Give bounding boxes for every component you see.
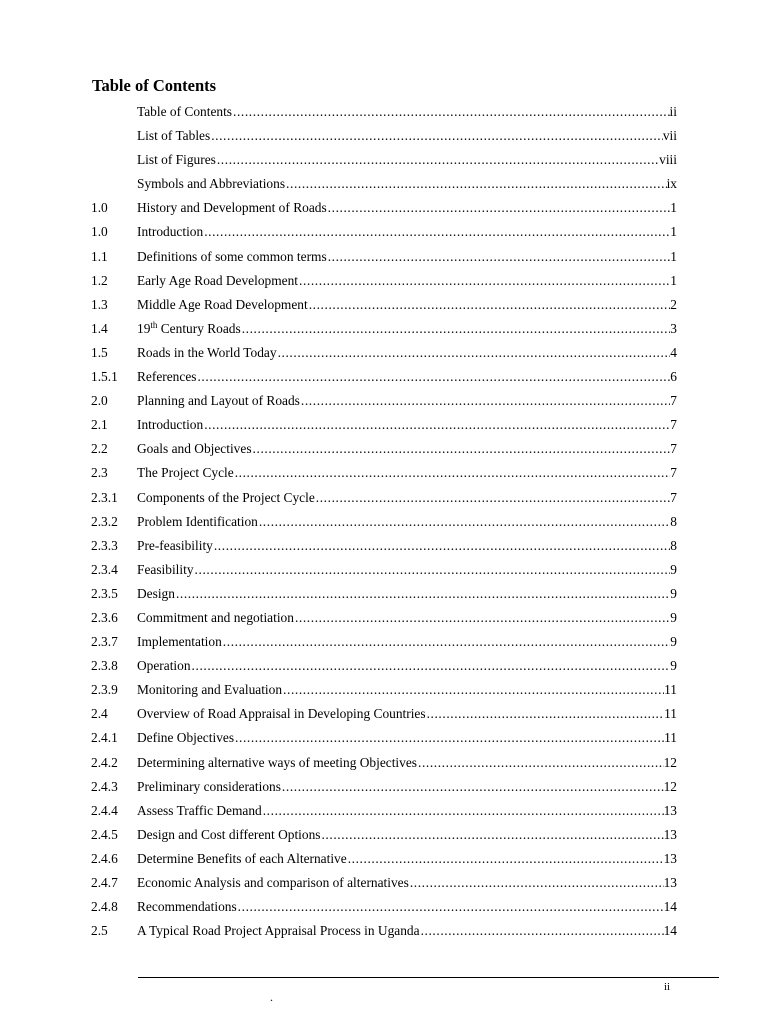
toc-entry-title: [137, 726, 234, 750]
toc-entry-title-text: Symbols and Abbreviations: [137, 176, 286, 192]
toc-entry-title-text: List of Tables: [137, 128, 211, 144]
toc-entry-title: [137, 582, 175, 606]
toc-entry[interactable]: [91, 799, 677, 823]
toc-dot-leader: [258, 510, 670, 534]
toc-entry-title: [137, 365, 196, 389]
toc-entry-page: 7: [670, 441, 677, 457]
toc-entry-title-text: Overview of Road Appraisal in Developing Countries: [137, 706, 426, 722]
toc-entry-page: 9: [670, 634, 677, 650]
toc-dot-leader: [298, 269, 670, 293]
toc-entry-title-text: Preliminary considerations: [137, 778, 281, 794]
toc-dot-leader: [196, 365, 670, 389]
toc-entry[interactable]: [91, 582, 677, 606]
toc-entry[interactable]: [91, 293, 677, 317]
toc-dot-leader: [252, 437, 671, 461]
toc-entry-title: [137, 871, 409, 895]
toc-entry-title: [137, 196, 327, 220]
toc-entry-title-text: Determining alternative ways of meeting Objectives: [137, 754, 417, 770]
toc-entry[interactable]: [91, 100, 677, 124]
toc-entry-title-text: Middle Age Road Development: [137, 296, 308, 312]
toc-entry-title-text: Introduction: [137, 417, 204, 433]
toc-dot-leader: [320, 823, 663, 847]
toc-entry-page: 1: [670, 272, 677, 288]
toc-dot-leader: [210, 124, 663, 148]
toc-entry[interactable]: [91, 461, 677, 485]
toc-entry-number: 1.5: [91, 344, 108, 360]
toc-entry-number: 2.3.9: [91, 682, 118, 698]
toc-entry[interactable]: [91, 606, 677, 630]
toc-entry-page: 9: [670, 585, 677, 601]
toc-entry-number: 1.3: [91, 296, 108, 312]
toc-entry-title: [137, 678, 282, 702]
toc-entry-title: [137, 269, 298, 293]
toc-entry-page: 12: [663, 754, 677, 770]
toc-entry-number: 2.4.2: [91, 754, 118, 770]
toc-entry-title: [137, 486, 315, 510]
toc-entry-title: [137, 461, 234, 485]
toc-entry-title-text: The Project Cycle: [137, 465, 234, 481]
toc-dot-leader: [282, 678, 664, 702]
footer-page-number: ii: [664, 981, 671, 993]
toc-entry-number: 2.3.6: [91, 609, 118, 625]
toc-entry-title-text: 19: [137, 320, 151, 336]
toc-entry-title: [137, 823, 320, 847]
toc-dot-leader: [234, 726, 664, 750]
toc-entry-number: 2.4.1: [91, 730, 118, 746]
toc-entry[interactable]: [91, 847, 677, 871]
toc-entry-number: 2.4.4: [91, 802, 118, 818]
toc-dot-leader: [281, 775, 664, 799]
toc-entry-title-text: Roads in the World Today: [137, 344, 277, 360]
toc-entry-page: 6: [670, 369, 677, 385]
toc-entry[interactable]: [91, 823, 677, 847]
toc-entry-title-text: Pre-feasibility: [137, 537, 213, 553]
toc-entry-number: 1.2: [91, 272, 108, 288]
toc-dot-leader: [285, 172, 667, 196]
toc-entry[interactable]: [91, 437, 677, 461]
toc-entry-title: [137, 341, 277, 365]
toc-dot-leader: [277, 341, 671, 365]
toc-entry-title-superscript: th: [150, 319, 158, 330]
toc-entry-title-text: Monitoring and Evaluation: [137, 682, 283, 698]
toc-entry-title-text: Components of the Project Cycle: [137, 489, 315, 505]
toc-entry-page: 13: [663, 850, 677, 866]
toc-entry-page: ii: [669, 104, 677, 119]
toc-entry-page: 1: [670, 248, 677, 264]
toc-entry-number: 2.4.8: [91, 899, 118, 915]
toc-entry-title-text: Introduction: [137, 224, 204, 240]
toc-entry-title-text: Feasibility: [137, 561, 194, 577]
toc-entry-page: 2: [670, 296, 677, 312]
toc-dot-leader: [327, 245, 671, 269]
toc-entry-page: 7: [670, 393, 677, 409]
toc-entry-title-text: Operation: [137, 658, 191, 674]
toc-entry[interactable]: [91, 245, 677, 269]
toc-entry[interactable]: [91, 702, 677, 726]
toc-entry-title-text: Economic Analysis and comparison of alternatives: [137, 875, 409, 890]
toc-entry-page: 1: [670, 200, 677, 216]
toc-entry-page: 11: [664, 706, 677, 722]
toc-entry-number: 2.4.5: [91, 826, 118, 842]
toc-entry[interactable]: [91, 124, 677, 148]
toc-entry-title: [137, 437, 252, 461]
toc-dot-leader: [237, 895, 664, 919]
toc-entry-number: 2.3.3: [91, 537, 118, 553]
toc-entry[interactable]: [91, 413, 677, 437]
toc-entry-number: 1.0: [91, 200, 108, 216]
footer-divider: [138, 977, 719, 978]
toc-dot-leader: [420, 919, 664, 943]
toc-entry-number: 2.3.5: [91, 585, 118, 601]
toc-entry-page: viii: [659, 152, 677, 168]
toc-entry-title-text: Early Age Road Development: [137, 272, 299, 288]
toc-entry-title: [137, 654, 191, 678]
toc-entry-page: 7: [670, 489, 677, 505]
toc-entry-page: 9: [670, 609, 677, 625]
toc-entry-title: [137, 558, 194, 582]
toc-entry-page: ix: [666, 176, 677, 192]
toc-dot-leader: [191, 654, 671, 678]
toc-entry-page: 1: [670, 224, 677, 240]
toc-entry-title-text: References: [137, 369, 197, 385]
toc-entry-title: [137, 534, 213, 558]
toc-entry-number: 2.3.7: [91, 634, 118, 650]
toc-entry-title-text: Problem Identification: [137, 513, 258, 529]
toc-entry-title: [137, 148, 216, 172]
toc-entry-title: [137, 389, 300, 413]
toc-entry-number: 1.0: [91, 224, 108, 240]
toc-entry-page: 8: [670, 537, 677, 553]
toc-entry-page: 7: [670, 465, 677, 481]
toc-dot-leader: [222, 630, 671, 654]
toc-entry[interactable]: [91, 220, 677, 244]
toc-entry-title-text: Design and Cost different Options: [137, 826, 321, 842]
toc-entry[interactable]: [91, 726, 677, 750]
toc-entry-title-text: Planning and Layout of Roads: [137, 393, 300, 409]
toc-entry-page: 9: [670, 658, 677, 674]
toc-entry-title-text: Goals and Objectives: [137, 441, 252, 457]
toc-dot-leader: [308, 293, 671, 317]
toc-dot-leader: [300, 389, 670, 413]
toc-entry[interactable]: [91, 510, 677, 534]
toc-entry-title: [137, 172, 285, 196]
toc-entry[interactable]: [91, 534, 677, 558]
toc-entry-page: 7: [670, 417, 677, 433]
toc-entry-page: 14: [663, 899, 677, 915]
toc-entry-title: [137, 510, 258, 534]
toc-entry-title-text: Implementation: [137, 634, 222, 650]
toc-dot-leader: [347, 847, 664, 871]
toc-entry-title-text: Commitment and negotiation: [137, 609, 294, 625]
toc-entry-number: 2.4.3: [91, 778, 118, 794]
toc-entry-number: 2.4.6: [91, 850, 118, 866]
toc-dot-leader: [203, 220, 670, 244]
toc-entry[interactable]: [91, 895, 677, 919]
toc-entry-title-suffix: Century Roads: [157, 320, 241, 336]
toc-entry-title: [137, 317, 241, 341]
toc-entry-title: [137, 751, 417, 775]
toc-entry[interactable]: [91, 365, 677, 389]
toc-entry-page: 11: [664, 682, 677, 698]
toc-dot-leader: [262, 799, 664, 823]
toc-entry-page: 11: [664, 730, 677, 746]
toc-entry-number: 2.3.1: [91, 489, 118, 505]
toc-entry-number: 1.4: [91, 320, 108, 336]
toc-dot-leader: [417, 751, 664, 775]
toc-entry-title: [137, 124, 210, 148]
toc-entry[interactable]: [91, 751, 677, 775]
toc-entry-page: 14: [663, 923, 677, 939]
toc-entry-title: [137, 220, 203, 244]
toc-entry[interactable]: [91, 919, 677, 943]
toc-entry-title: [137, 293, 308, 317]
toc-entry-title-text: History and Development of Roads: [137, 200, 327, 216]
toc-entry-title: [137, 606, 294, 630]
toc-dot-leader: [241, 317, 671, 341]
toc-dot-leader: [194, 558, 671, 582]
toc-entry[interactable]: [91, 486, 677, 510]
toc-entry[interactable]: [91, 775, 677, 799]
toc-entry[interactable]: [91, 389, 677, 413]
toc-entry-number: 2.3.4: [91, 561, 118, 577]
toc-entry-title-text: Assess Traffic Demand: [137, 802, 262, 818]
toc-entry-number: 1.5.1: [91, 369, 118, 385]
toc-dot-leader: [234, 461, 671, 485]
toc-heading: Table of Contents: [92, 76, 217, 95]
toc-entry-page: 13: [663, 802, 677, 818]
toc-entry[interactable]: [91, 148, 677, 172]
toc-entry-title: [137, 245, 327, 269]
toc-dot-leader: [409, 871, 664, 895]
toc-entry-number: 1.1: [91, 248, 108, 264]
toc-entry-title-text: Design: [137, 585, 175, 601]
toc-entry-title: [137, 847, 347, 871]
toc-entry-title-text: Recommendations: [137, 899, 237, 915]
toc-dot-leader: [203, 413, 670, 437]
toc-entry-number: 2.3.2: [91, 513, 118, 529]
toc-dot-leader: [294, 606, 670, 630]
toc-dot-leader: [327, 196, 671, 220]
toc-entry-number: 2.3.8: [91, 658, 118, 674]
toc-entry-page: 12: [663, 778, 677, 794]
toc-entry-page: 3: [670, 320, 677, 336]
toc-dot-leader: [315, 486, 671, 510]
toc-entry[interactable]: [91, 654, 677, 678]
toc-entry-page: vii: [662, 128, 677, 144]
toc-entry-number: 2.4.7: [91, 875, 118, 890]
toc-entry[interactable]: [91, 871, 677, 895]
toc-entry[interactable]: [91, 196, 677, 220]
toc-entry-title-text: Define Objectives: [137, 730, 235, 746]
toc-entry-number: 2.5: [91, 923, 108, 939]
toc-dot-leader: [213, 534, 670, 558]
toc-entry-title: [137, 413, 203, 437]
toc-entry-title-text: Determine Benefits of each Alternative: [137, 850, 347, 866]
toc-entry-number: 2.1: [91, 417, 108, 433]
toc-entry-title: [137, 702, 426, 726]
toc-entry[interactable]: [91, 341, 677, 365]
toc-entry-title-text: Definitions of some common terms: [137, 248, 327, 264]
toc-entry[interactable]: [91, 678, 677, 702]
toc-entry-title: [137, 100, 232, 124]
toc-entry-number: 2.3: [91, 465, 108, 481]
toc-dot-leader: [175, 582, 670, 606]
footer-mark: .: [270, 990, 273, 1004]
toc-entry-number: 2.4: [91, 706, 108, 722]
toc-entry-title: [137, 895, 237, 919]
toc-entry-title: [137, 630, 222, 654]
toc-entry-title: [137, 775, 281, 799]
toc-entry-title: [137, 919, 420, 943]
toc-entry-title-text: List of Figures: [137, 152, 216, 168]
toc-dot-leader: [232, 100, 670, 124]
toc-entry-number: 2.2: [91, 441, 108, 457]
toc-list: [91, 100, 677, 943]
toc-dot-leader: [426, 702, 665, 726]
toc-entry[interactable]: [91, 269, 677, 293]
toc-entry-page: 8: [670, 513, 677, 529]
toc-entry-page: 4: [670, 344, 677, 360]
toc-entry-page: 13: [663, 875, 677, 890]
toc-entry-page: 9: [670, 561, 677, 577]
toc-entry-page: 13: [663, 826, 677, 842]
toc-entry[interactable]: [91, 630, 677, 654]
toc-dot-leader: [216, 148, 659, 172]
toc-entry[interactable]: [91, 172, 677, 196]
toc-entry-title: [137, 799, 262, 823]
toc-entry[interactable]: [91, 558, 677, 582]
toc-entry-number: 2.0: [91, 393, 108, 409]
toc-entry[interactable]: [91, 317, 677, 341]
toc-entry-title-text: Table of Contents: [137, 104, 233, 119]
toc-entry-title-text: A Typical Road Project Appraisal Process in Uganda: [137, 923, 420, 939]
